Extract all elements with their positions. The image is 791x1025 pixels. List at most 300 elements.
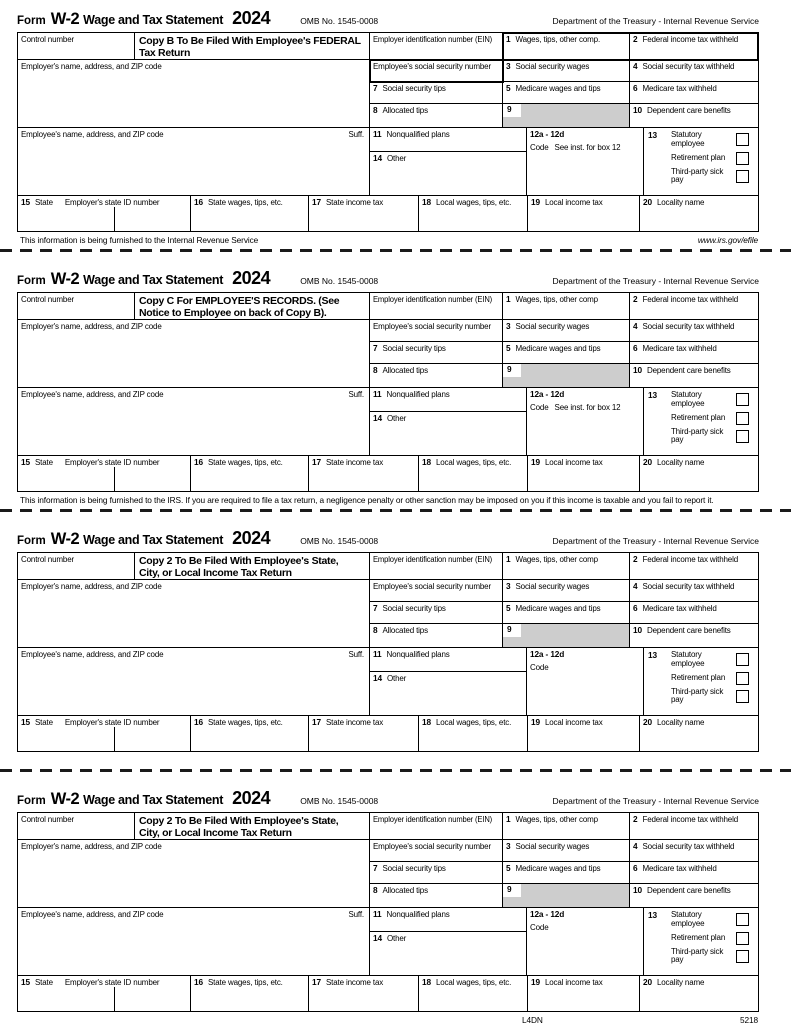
box-8-allocated-tips-box (370, 364, 503, 388)
box-20-locality-box (640, 716, 758, 751)
box-12-code-label: Code (530, 402, 549, 412)
box-7-label: Social security tips (382, 344, 446, 353)
box-7-ss-tips-box (370, 862, 503, 884)
box-17-label: State income tax (325, 718, 384, 727)
box-19-local-tax-box (528, 976, 640, 1011)
w2-form (17, 788, 791, 1025)
box-9-number: 9 (503, 624, 521, 637)
box-20-label: Locality name (656, 978, 705, 987)
box-19-number: 19 (531, 977, 540, 987)
box-2-number: 2 (633, 34, 638, 44)
box-15-state-box (18, 196, 191, 231)
third-party-sick-pay-label: Third-party sick pay (670, 166, 724, 185)
retirement-plan-row (671, 932, 754, 945)
ein-label: Employer identification number (EIN) (373, 295, 493, 304)
box-18-label: Local wages, tips, etc. (435, 198, 512, 207)
ssn-label: Employee's social security number (373, 842, 491, 851)
third-party-sick-pay-row (671, 948, 754, 966)
box-7-label: Social security tips (382, 864, 446, 873)
box-12-range-label: 12a - 12d (530, 649, 565, 659)
ssn-label: Employee's social security number (373, 322, 491, 331)
box-20-number: 20 (643, 717, 652, 727)
box-7-number: 7 (373, 863, 378, 873)
box-8-label: Allocated tips (382, 886, 428, 895)
statutory-employee-row (671, 391, 754, 409)
box-12-code-label: Code (530, 662, 549, 672)
third-party-sick-pay-row (671, 688, 754, 706)
form-number: W-2 (50, 530, 80, 548)
form-footer (17, 232, 759, 245)
form-word: Form (17, 15, 46, 27)
box-17-state-tax-box (309, 196, 419, 231)
employee-name-address-box (18, 908, 370, 976)
box-4-ss-tax-box (630, 60, 758, 82)
box-6-label: Medicare tax withheld (642, 864, 717, 873)
box-14-number: 14 (373, 933, 382, 943)
box-6-number: 6 (633, 863, 638, 873)
box-15-state-box (18, 456, 191, 491)
box-16-number: 16 (194, 197, 203, 207)
box-3-label: Social security wages (515, 322, 590, 331)
copy-designation-line2: City, or Local Income Tax Return (139, 566, 292, 579)
tax-year: 2024 (232, 528, 271, 548)
box-9-number: 9 (503, 884, 521, 897)
box-12-range-label: 12a - 12d (530, 389, 565, 399)
box-11-number: 11 (373, 909, 382, 919)
box-18-label: Local wages, tips, etc. (435, 718, 512, 727)
retirement-plan-row (671, 412, 754, 425)
statutory-employee-checkbox (736, 393, 749, 406)
box-10-dependent-care-box (630, 104, 758, 128)
box-16-number: 16 (194, 457, 203, 467)
box-18-local-wages-box (419, 976, 528, 1011)
box-4-label: Social security tax withheld (642, 582, 735, 591)
third-party-sick-pay-checkbox (736, 430, 749, 443)
box-19-label: Local income tax (544, 198, 603, 207)
box-14-other-box (370, 932, 527, 976)
box-11-number: 11 (373, 389, 382, 399)
box-14-label: Other (386, 934, 407, 943)
form-title: Wage and Tax Statement (83, 273, 224, 287)
employee-name-address-box (18, 388, 370, 456)
omb-number: OMB No. 1545-0008 (300, 276, 379, 286)
form-title-row (17, 528, 759, 549)
box-1-label: Wages, tips, other comp (515, 815, 598, 824)
box-19-label: Local income tax (544, 458, 603, 467)
omb-number: OMB No. 1545-0008 (300, 536, 379, 546)
box-5-label: Medicare wages and tips (515, 344, 601, 353)
box-9-shaded-box (503, 884, 630, 908)
box-15-state-label: State (34, 198, 53, 207)
box-14-label: Other (386, 414, 407, 423)
box-17-state-tax-box (309, 716, 419, 751)
ssn-box (370, 840, 503, 862)
box-13-checkboxes-box (644, 908, 758, 976)
ssn-label: Employee's social security number (373, 62, 491, 71)
box-8-label: Allocated tips (382, 626, 428, 635)
box-13-number: 13 (648, 390, 657, 400)
ein-box (370, 293, 503, 320)
box-1-wages-box (503, 293, 630, 320)
box-6-number: 6 (633, 83, 638, 93)
employer-state-id-label: Employer's state ID number (64, 718, 160, 727)
box-4-number: 4 (633, 321, 638, 331)
box-15-state-label: State (34, 458, 53, 467)
box-20-label: Locality name (656, 198, 705, 207)
box-20-label: Locality name (656, 458, 705, 467)
retirement-plan-checkbox (736, 152, 749, 165)
state-id-divider (114, 727, 115, 751)
control-number-box (18, 813, 135, 840)
box-11-nonqualified-plans-box (370, 128, 527, 152)
third-party-sick-pay-checkbox (736, 690, 749, 703)
box-5-medicare-wages-box (503, 342, 630, 364)
box-10-label: Dependent care benefits (646, 886, 731, 895)
employee-name-address-label: Employee's name, address, and ZIP code (21, 650, 164, 659)
control-number-box (18, 33, 135, 60)
box-1-number: 1 (506, 814, 511, 824)
box-10-number: 10 (633, 105, 642, 115)
box-14-number: 14 (373, 153, 382, 163)
ssn-label: Employee's social security number (373, 582, 491, 591)
box-9-shaded-box (503, 624, 630, 648)
w2-grid (17, 32, 759, 232)
box-4-number: 4 (633, 841, 638, 851)
box-19-label: Local income tax (544, 978, 603, 987)
statutory-employee-label: Statutory employee (670, 650, 705, 668)
box-7-ss-tips-box (370, 342, 503, 364)
state-id-divider (114, 207, 115, 231)
w2-sheet (17, 8, 791, 1025)
box-1-wages-box (503, 33, 630, 60)
box-2-label: Federal income tax withheld (642, 815, 739, 824)
ein-label: Employer identification number (EIN) (373, 815, 493, 824)
box-13-checkboxes-box (644, 648, 758, 716)
copy-designation-line1: Copy B To Be Filed With Employee's FEDERAL (139, 35, 361, 47)
box-16-number: 16 (194, 977, 203, 987)
employer-name-address-label: Employer's name, address, and ZIP code (21, 62, 162, 71)
box-16-label: State wages, tips, etc. (207, 718, 283, 727)
box-17-number: 17 (312, 457, 321, 467)
box-14-number: 14 (373, 413, 382, 423)
form-title: Wage and Tax Statement (83, 533, 224, 547)
employer-name-address-box (18, 60, 370, 128)
perforation-dashed-line (0, 249, 791, 252)
box-3-number: 3 (506, 581, 511, 591)
box-6-medicare-tax-box (630, 342, 758, 364)
box-11-nonqualified-plans-box (370, 388, 527, 412)
box-1-number: 1 (506, 554, 511, 564)
box-5-number: 5 (506, 343, 511, 353)
control-number-label: Control number (21, 35, 75, 44)
box-16-state-wages-box (191, 456, 309, 491)
box-1-number: 1 (506, 294, 511, 304)
box-15-number: 15 (21, 717, 30, 727)
box-9-number: 9 (503, 364, 521, 377)
form-number: W-2 (50, 790, 80, 808)
box-2-federal-tax-box (630, 813, 758, 840)
ein-box (370, 813, 503, 840)
retirement-plan-checkbox (736, 672, 749, 685)
box-3-label: Social security wages (515, 842, 590, 851)
box-5-number: 5 (506, 83, 511, 93)
box-6-medicare-tax-box (630, 602, 758, 624)
box-19-local-tax-box (528, 716, 640, 751)
w2-grid (17, 292, 759, 492)
form-title-row (17, 788, 759, 809)
box-4-ss-tax-box (630, 580, 758, 602)
box-6-number: 6 (633, 343, 638, 353)
form-footer (17, 752, 759, 765)
box-6-label: Medicare tax withheld (642, 84, 717, 93)
form-title: Wage and Tax Statement (83, 793, 224, 807)
box-15-state-box (18, 976, 191, 1011)
box-3-ss-wages-box (503, 60, 630, 82)
control-number-box (18, 293, 135, 320)
form-word: Form (17, 795, 46, 807)
employee-name-address-box (18, 648, 370, 716)
retirement-plan-checkbox (736, 932, 749, 945)
box-2-federal-tax-box (630, 553, 758, 580)
box-11-nonqualified-plans-box (370, 908, 527, 932)
control-number-label: Control number (21, 555, 75, 564)
box-12-code-label: Code (530, 922, 549, 932)
box-4-label: Social security tax withheld (642, 62, 735, 71)
box-6-label: Medicare tax withheld (642, 344, 717, 353)
box-4-number: 4 (633, 581, 638, 591)
box-19-number: 19 (531, 197, 540, 207)
box-14-label: Other (386, 154, 407, 163)
box-5-number: 5 (506, 603, 511, 613)
third-party-sick-pay-row (671, 428, 754, 446)
box-3-label: Social security wages (515, 62, 590, 71)
department-label: Department of the Treasury - Internal Revenue Service (552, 276, 759, 286)
box-12-codes-box (527, 128, 644, 196)
box-4-number: 4 (633, 61, 638, 71)
retirement-plan-label: Retirement plan (670, 152, 726, 162)
box-17-label: State income tax (325, 458, 384, 467)
box-18-number: 18 (422, 717, 431, 727)
box-13-number: 13 (648, 130, 657, 140)
box-3-ss-wages-box (503, 580, 630, 602)
third-party-sick-pay-label: Third-party sick pay (670, 426, 724, 445)
box-13-checkboxes-box (644, 388, 758, 456)
box-16-number: 16 (194, 717, 203, 727)
box-10-label: Dependent care benefits (646, 626, 731, 635)
box-4-ss-tax-box (630, 840, 758, 862)
copy-designation-line2: Notice to Employee on back of Copy B). (139, 306, 327, 319)
box-15-number: 15 (21, 977, 30, 987)
perforation-dashed-line (0, 509, 791, 512)
box-20-locality-box (640, 456, 758, 491)
box-3-ss-wages-box (503, 320, 630, 342)
suffix-label: Suff. (348, 130, 364, 139)
form-title-row (17, 8, 759, 29)
box-20-number: 20 (643, 977, 652, 987)
box-14-other-box (370, 672, 527, 716)
retirement-plan-label: Retirement plan (670, 412, 726, 422)
box-7-label: Social security tips (382, 604, 446, 613)
retirement-plan-checkbox (736, 412, 749, 425)
box-14-label: Other (386, 674, 407, 683)
box-3-ss-wages-box (503, 840, 630, 862)
statutory-employee-row (671, 651, 754, 669)
third-party-sick-pay-checkbox (736, 950, 749, 963)
w2-grid (17, 812, 759, 1012)
box-6-label: Medicare tax withheld (642, 604, 717, 613)
third-party-sick-pay-label: Third-party sick pay (670, 686, 724, 705)
box-18-label: Local wages, tips, etc. (435, 458, 512, 467)
box-18-number: 18 (422, 457, 431, 467)
box-11-number: 11 (373, 649, 382, 659)
box-8-allocated-tips-box (370, 624, 503, 648)
statutory-employee-checkbox (736, 913, 749, 926)
statutory-employee-label: Statutory employee (670, 910, 705, 928)
ssn-box (370, 60, 503, 82)
box-10-label: Dependent care benefits (646, 106, 731, 115)
box-16-state-wages-box (191, 716, 309, 751)
suffix-label: Suff. (348, 650, 364, 659)
box-8-allocated-tips-box (370, 884, 503, 908)
box-2-number: 2 (633, 814, 638, 824)
third-party-sick-pay-checkbox (736, 170, 749, 183)
box-11-label: Nonqualified plans (386, 910, 450, 919)
employer-name-address-box (18, 840, 370, 908)
box-5-label: Medicare wages and tips (515, 864, 601, 873)
box-3-number: 3 (506, 841, 511, 851)
box-5-label: Medicare wages and tips (515, 84, 601, 93)
department-label: Department of the Treasury - Internal Revenue Service (552, 536, 759, 546)
box-10-dependent-care-box (630, 624, 758, 648)
box-5-number: 5 (506, 863, 511, 873)
statutory-employee-label: Statutory employee (670, 130, 705, 148)
box-16-state-wages-box (191, 976, 309, 1011)
box-17-number: 17 (312, 197, 321, 207)
box-2-label: Federal income tax withheld (642, 295, 739, 304)
box-2-label: Federal income tax withheld (642, 35, 739, 44)
box-18-number: 18 (422, 977, 431, 987)
box-5-medicare-wages-box (503, 82, 630, 104)
footer-efile-url: www.irs.gov/efile (697, 235, 758, 245)
box-16-label: State wages, tips, etc. (207, 458, 283, 467)
box-8-number: 8 (373, 625, 378, 635)
box-12-codes-box (527, 388, 644, 456)
employee-name-address-label: Employee's name, address, and ZIP code (21, 910, 164, 919)
box-1-label: Wages, tips, other comp (515, 295, 598, 304)
box-1-number: 1 (506, 34, 511, 44)
perforation-dashed-line (0, 769, 791, 772)
employer-name-address-label: Employer's name, address, and ZIP code (21, 582, 162, 591)
box-1-label: Wages, tips, other comp. (515, 35, 601, 44)
retirement-plan-label: Retirement plan (670, 672, 726, 682)
employer-state-id-label: Employer's state ID number (64, 458, 160, 467)
footer-notice-text: This information is being furnished to the Internal Revenue Service (20, 235, 259, 245)
employer-state-id-label: Employer's state ID number (64, 978, 160, 987)
employer-name-address-label: Employer's name, address, and ZIP code (21, 842, 162, 851)
retirement-plan-row (671, 672, 754, 685)
box-9-number: 9 (503, 104, 521, 117)
statutory-employee-row (671, 911, 754, 929)
box-17-state-tax-box (309, 976, 419, 1011)
ssn-box (370, 320, 503, 342)
box-17-label: State income tax (325, 978, 384, 987)
box-1-label: Wages, tips, other comp (515, 555, 598, 564)
box-17-state-tax-box (309, 456, 419, 491)
box-14-other-box (370, 412, 527, 456)
statutory-employee-checkbox (736, 653, 749, 666)
box-4-label: Social security tax withheld (642, 842, 735, 851)
box-5-medicare-wages-box (503, 602, 630, 624)
box-10-dependent-care-box (630, 884, 758, 908)
omb-number: OMB No. 1545-0008 (300, 16, 379, 26)
box-11-label: Nonqualified plans (386, 130, 450, 139)
box-8-allocated-tips-box (370, 104, 503, 128)
box-2-label: Federal income tax withheld (642, 555, 739, 564)
box-3-number: 3 (506, 61, 511, 71)
form-title-row (17, 268, 759, 289)
box-18-label: Local wages, tips, etc. (435, 978, 512, 987)
box-8-label: Allocated tips (382, 106, 428, 115)
employee-name-address-label: Employee's name, address, and ZIP code (21, 390, 164, 399)
department-label: Department of the Treasury - Internal Revenue Service (552, 796, 759, 806)
box-11-label: Nonqualified plans (386, 650, 450, 659)
box-12-instruction: See inst. for box 12 (554, 402, 621, 412)
employer-name-address-box (18, 320, 370, 388)
box-6-medicare-tax-box (630, 82, 758, 104)
retirement-plan-row (671, 152, 754, 165)
box-8-number: 8 (373, 105, 378, 115)
tax-year: 2024 (232, 268, 271, 288)
box-9-shaded-box (503, 364, 630, 388)
ssn-box (370, 580, 503, 602)
box-4-label: Social security tax withheld (642, 322, 735, 331)
box-18-local-wages-box (419, 716, 528, 751)
box-15-number: 15 (21, 197, 30, 207)
box-18-local-wages-box (419, 456, 528, 491)
box-18-local-wages-box (419, 196, 528, 231)
retirement-plan-label: Retirement plan (670, 932, 726, 942)
w2-form (17, 8, 791, 245)
box-15-state-label: State (34, 978, 53, 987)
box-3-number: 3 (506, 321, 511, 331)
box-12-range-label: 12a - 12d (530, 129, 565, 139)
box-16-state-wages-box (191, 196, 309, 231)
ein-label: Employer identification number (EIN) (373, 555, 493, 564)
box-20-number: 20 (643, 457, 652, 467)
box-10-number: 10 (633, 625, 642, 635)
copy-designation-line2: City, or Local Income Tax Return (139, 826, 292, 839)
employee-name-address-label: Employee's name, address, and ZIP code (21, 130, 164, 139)
box-2-number: 2 (633, 294, 638, 304)
form-footer (17, 492, 759, 505)
copy-designation-box (135, 813, 370, 840)
footer-form-code: 5218 (739, 1015, 758, 1025)
box-13-checkboxes-box (644, 128, 758, 196)
w2-form (17, 528, 791, 765)
ein-box (370, 33, 503, 60)
statutory-employee-label: Statutory employee (670, 390, 705, 408)
employer-state-id-label: Employer's state ID number (64, 198, 160, 207)
box-7-number: 7 (373, 603, 378, 613)
box-6-medicare-tax-box (630, 862, 758, 884)
department-label: Department of the Treasury - Internal Revenue Service (552, 16, 759, 26)
control-number-label: Control number (21, 295, 75, 304)
box-14-number: 14 (373, 673, 382, 683)
form-title: Wage and Tax Statement (83, 13, 224, 27)
box-17-number: 17 (312, 717, 321, 727)
box-19-label: Local income tax (544, 718, 603, 727)
box-12-range-label: 12a - 12d (530, 909, 565, 919)
